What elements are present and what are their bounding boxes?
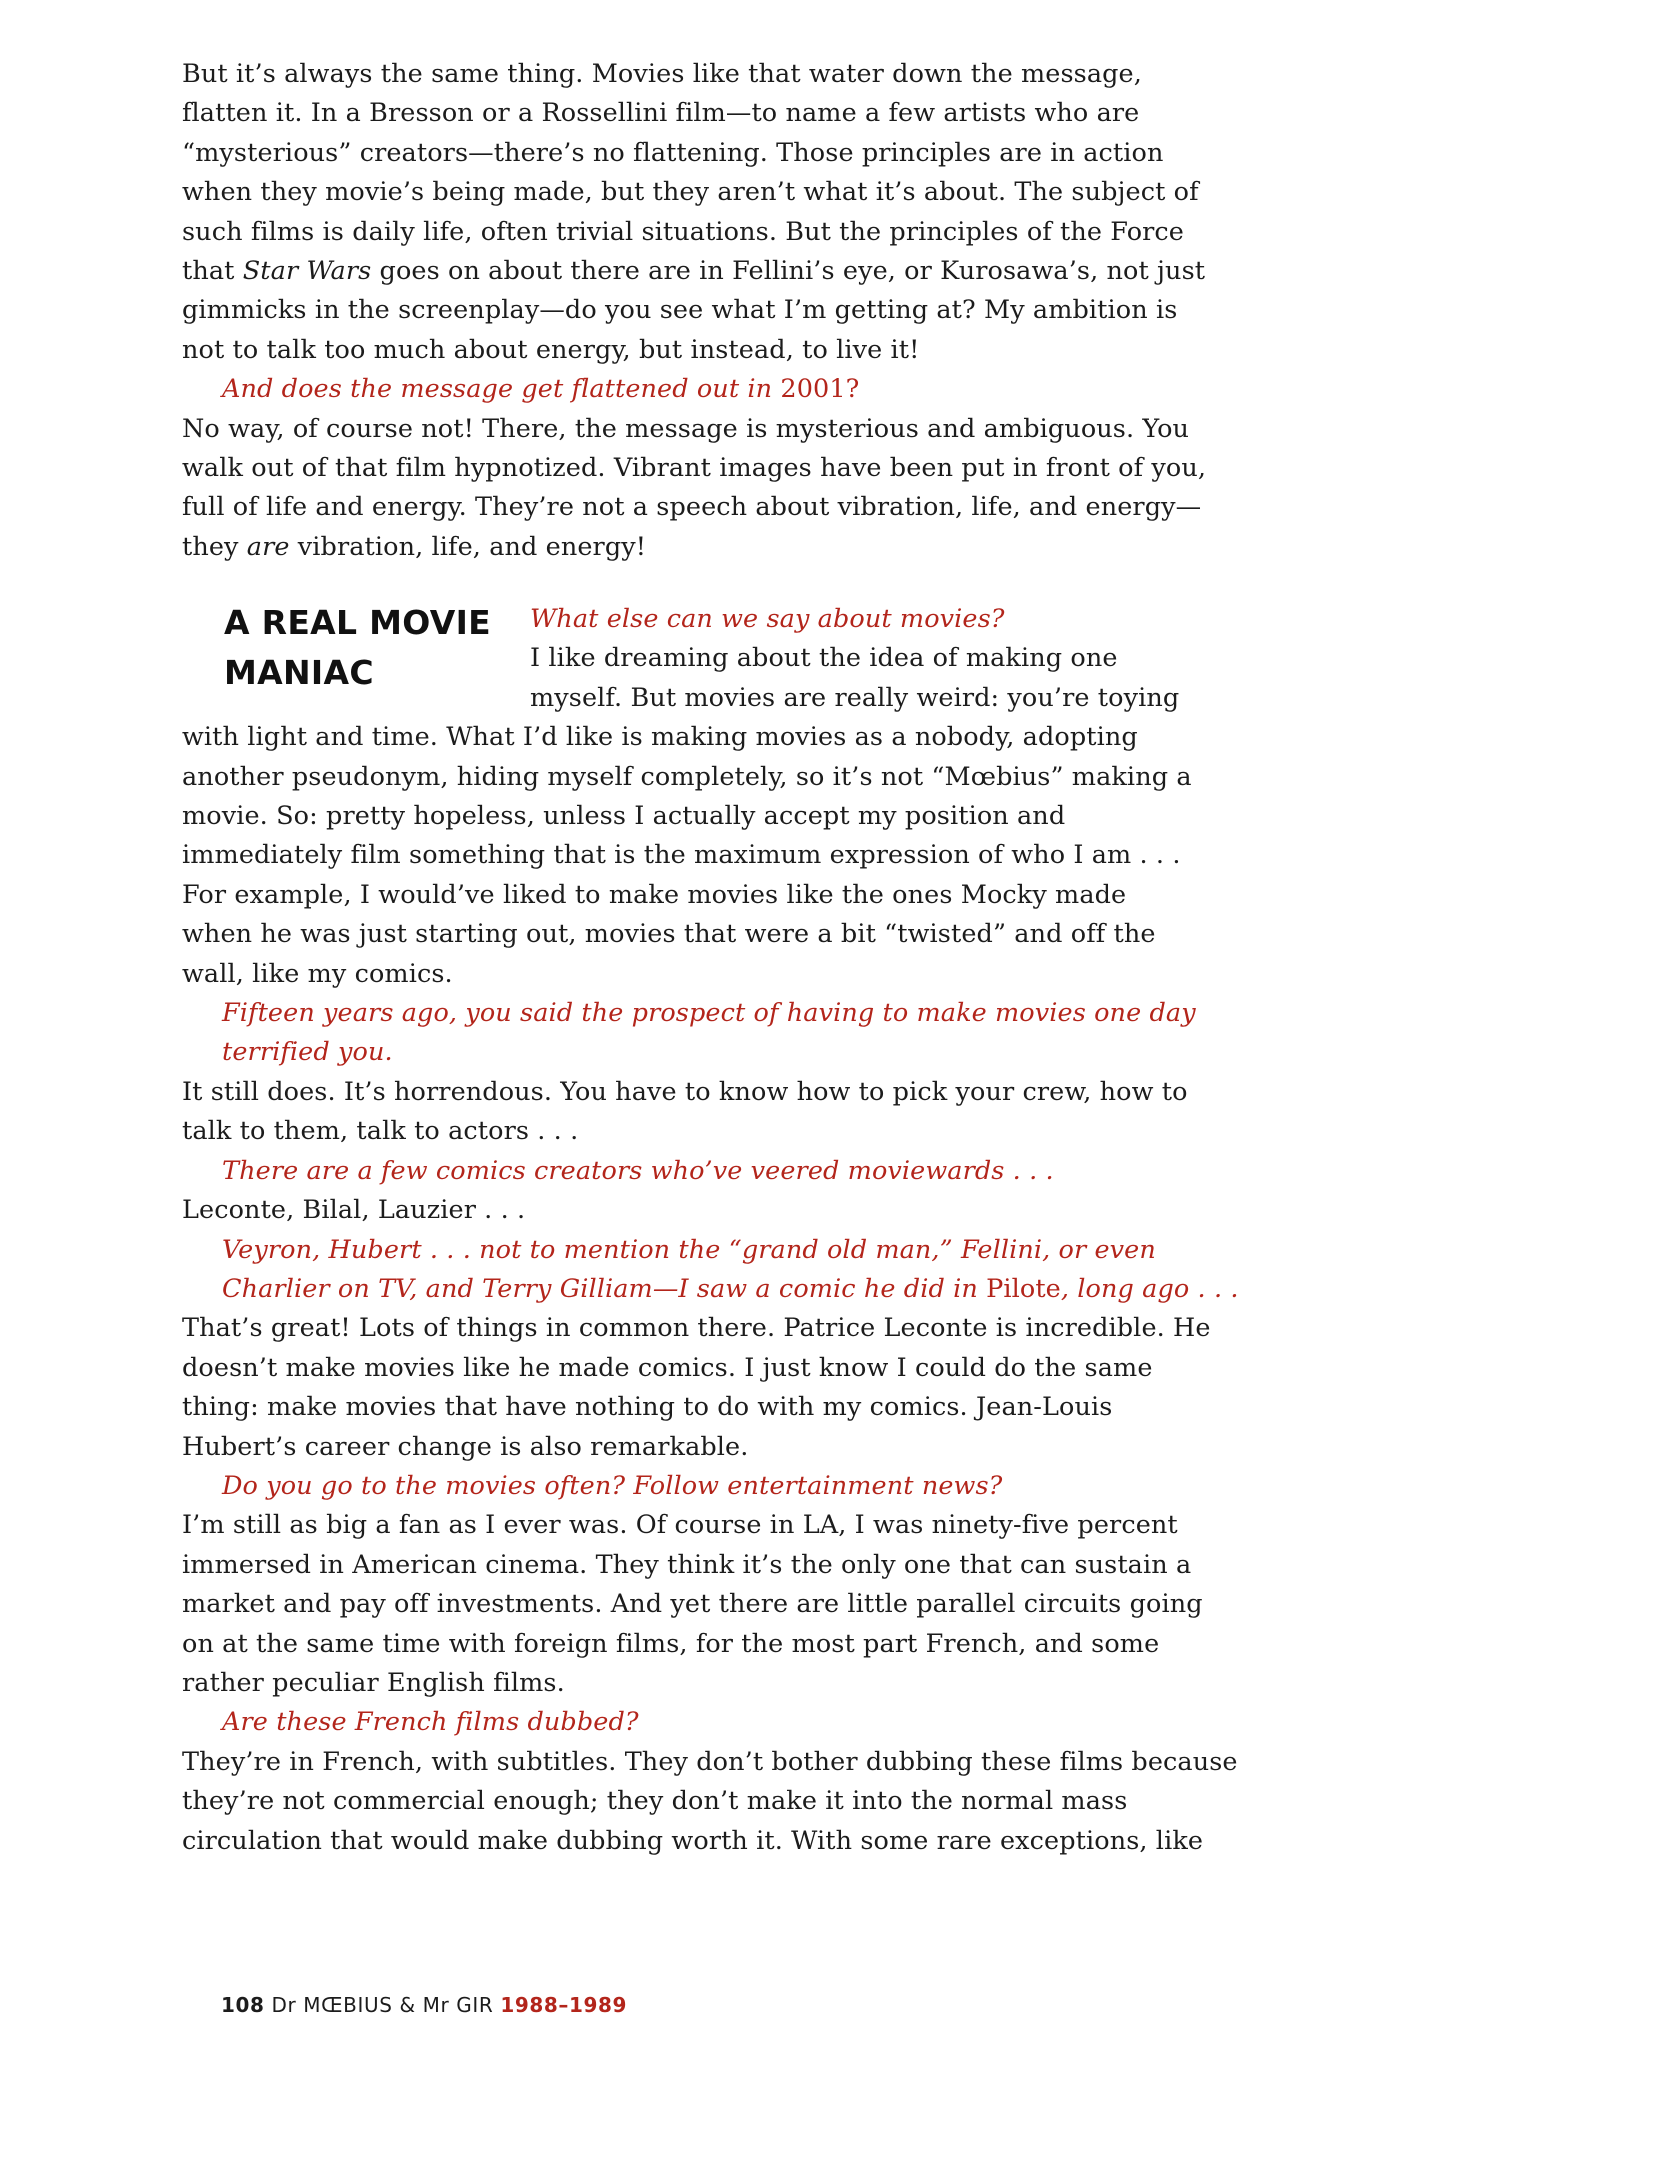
interview-question: And does the message get flattened out in 2001? — [222, 374, 860, 405]
text-line: It still does. It’s horrendous. You have to know how to pick your crew, how to — [182, 1076, 1188, 1107]
text-line: Leconte, Bilal, Lauzier . . . — [182, 1195, 526, 1226]
body-text-main — [182, 600, 1239, 1861]
book-title: Dr MŒBIUS & Mr GIR — [271, 1993, 494, 2017]
text-line: they’re not commercial enough; they don’t make it into the normal mass — [182, 1786, 1128, 1817]
text-line: But it’s always the same thing. Movies like that water down the message, — [182, 59, 1142, 89]
text-line: doesn’t make movies like he made comics. I just know I could do the same — [182, 1352, 1153, 1383]
text-line: they are vibration, life, and energy! — [182, 531, 647, 562]
text-line: not to talk too much about energy, but instead, to live it! — [182, 334, 920, 365]
text-line: with light and time. What I’d like is making movies as a nobody, adopting — [182, 722, 1138, 753]
page-number: 108 — [221, 1993, 265, 2017]
text-line: another pseudonym, hiding myself completely, so it’s not “Mœbius” making a — [182, 761, 1192, 792]
text-line: I’m still as big a fan as I ever was. Of course in LA, I was ninety-five percent — [182, 1510, 1178, 1541]
chapter-years: 1988–1989 — [500, 1993, 628, 2017]
text-line: They’re in French, with subtitles. They don’t bother dubbing these films because — [182, 1746, 1238, 1777]
text-line: gimmicks in the screenplay—do you see what I’m getting at? My ambition is — [182, 295, 1178, 326]
text-line: when he was just starting out, movies that were a bit “twisted” and off the — [182, 919, 1156, 950]
interview-question: What else can we say about movies? — [530, 604, 1005, 634]
text-line: that Star Wars goes on about there are in Fellini’s eye, or Kurosawa’s, not just — [182, 256, 1206, 287]
text-line: thing: make movies that have nothing to do with my comics. Jean-Louis — [182, 1392, 1113, 1423]
interview-question: Fifteen years ago, you said the prospect of having to make movies one day — [222, 998, 1196, 1029]
interview-question: Do you go to the movies often? Follow entertainment news? — [222, 1470, 1003, 1501]
text-line: on at the same time with foreign films, for the most part French, and some — [182, 1628, 1160, 1659]
section-heading-line: A REAL MOVIE — [224, 603, 492, 642]
text-line: That’s great! Lots of things in common there. Patrice Leconte is incredible. He — [182, 1313, 1211, 1344]
text-line: Hubert’s career change is also remarkable. — [182, 1431, 749, 1462]
text-line: “mysterious” creators—there’s no flattening. Those principles are in action — [182, 137, 1164, 168]
body-text-top — [182, 55, 1207, 567]
text-line: For example, I would’ve liked to make movies like the ones Mocky made — [182, 879, 1127, 910]
text-line: market and pay off investments. And yet there are little parallel circuits going — [182, 1589, 1203, 1620]
text-line: walk out of that film hypnotized. Vibrant images have been put in front of you, — [182, 453, 1207, 484]
text-line: movie. So: pretty hopeless, unless I actually accept my position and — [182, 801, 1066, 832]
interview-question: Are these French films dubbed? — [222, 1707, 639, 1738]
text-line: circulation that would make dubbing worth it. With some rare exceptions, like — [182, 1825, 1204, 1856]
italic-title: Star Wars — [242, 256, 372, 287]
text-line: when they movie’s being made, but they aren’t what it’s about. The subject of — [182, 177, 1199, 208]
interview-question: terrified you. — [222, 1037, 393, 1068]
interview-question: Charlier on TV, and Terry Gilliam—I saw a comic he did in Pilote, long ago . . . — [222, 1273, 1239, 1304]
text-line: full of life and energy. They’re not a speech about vibration, life, and energy— — [182, 492, 1202, 523]
text-line: wall, like my comics. — [182, 958, 453, 989]
interview-question: There are a few comics creators who’ve veered moviewards . . . — [222, 1155, 1054, 1186]
text-line: immersed in American cinema. They think it’s the only one that can sustain a — [182, 1549, 1192, 1580]
text-line: myself. But movies are really weird: you’re toying — [530, 682, 1180, 713]
text-line: immediately film something that is the maximum expression of who I am . . . — [182, 840, 1181, 871]
section-heading-line: MANIAC — [224, 653, 374, 692]
page-footer — [221, 1993, 627, 2017]
text-line: No way, of course not! There, the message is mysterious and ambiguous. You — [182, 413, 1190, 444]
text-line: such films is daily life, often trivial situations. But the principles of the Force — [182, 216, 1185, 247]
interview-question: Veyron, Hubert . . . not to mention the “grand old man,” Fellini, or even — [222, 1234, 1156, 1265]
text-line: I like dreaming about the idea of making one — [530, 643, 1118, 674]
text-line: talk to them, talk to actors . . . — [182, 1116, 579, 1147]
text-line: rather peculiar English films. — [182, 1667, 565, 1698]
text-line: flatten it. In a Bresson or a Rossellini film—to name a few artists who are — [182, 98, 1140, 129]
